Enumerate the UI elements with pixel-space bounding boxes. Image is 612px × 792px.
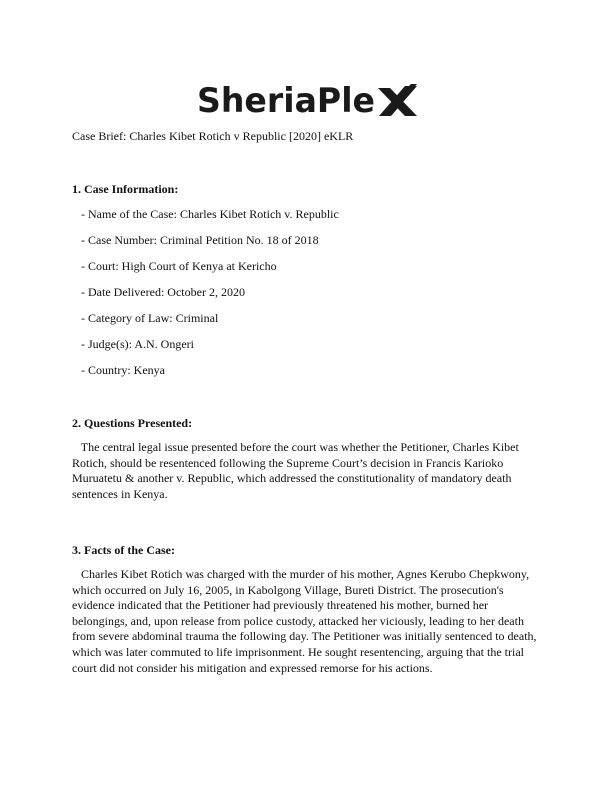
date-delivered-item: - Date Delivered: October 2, 2020 — [81, 285, 245, 299]
questions-presented-heading: 2. Questions Presented: — [72, 416, 193, 430]
paragraph-line: sentences in Kenya. — [72, 486, 168, 501]
facts-paragraph — [72, 567, 544, 676]
facts-heading: 3. Facts of the Case: — [72, 543, 175, 557]
judges-item: - Judge(s): A.N. Ongeri — [81, 337, 194, 351]
paragraph-line: The central legal issue presented before the court was whether the Petitioner, Charles Kibet — [72, 440, 519, 454]
country-item: - Country: Kenya — [81, 363, 165, 377]
paragraph-line: which occurred on July 16, 2005, in Kabolgong Village, Bureti District. The prosecution's — [72, 582, 504, 597]
logo-wordmark: SheriaPle — [197, 81, 375, 120]
paragraph-line: belongings, and, upon release from police custody, attacked her viciously, leading to her death — [72, 613, 524, 628]
paragraph-line: court did not consider his mitigation and expressed remorse for his actions. — [72, 660, 433, 675]
paragraph-line: from severe abdominal trauma the following day. The Petitioner was initially sentenced to death, — [72, 629, 537, 644]
case-information-heading: 1. Case Information: — [72, 182, 179, 196]
sheriaplex-logo — [195, 80, 420, 120]
paragraph-line: evidence indicated that the Petitioner had previously threatened his mother, burned her — [72, 598, 489, 613]
paragraph-line: Muruatetu & another v. Republic, which addressed the constitutionality of mandatory death — [72, 471, 512, 486]
court-item: - Court: High Court of Kenya at Kericho — [81, 259, 277, 273]
case-name-item: - Name of the Case: Charles Kibet Rotich v. Republic — [81, 207, 339, 221]
questions-presented-paragraph — [72, 440, 544, 502]
logo-x-mark — [378, 84, 417, 116]
category-of-law-item: - Category of Law: Criminal — [81, 311, 219, 325]
case-number-item: - Case Number: Criminal Petition No. 18 of 2018 — [81, 233, 319, 247]
paragraph-line: Rotich, should be resentenced following the Supreme Court’s decision in Francis Karioko — [72, 455, 504, 470]
document-title: Case Brief: Charles Kibet Rotich v Republic [2020] eKLR — [72, 129, 354, 143]
paragraph-line: which was later commuted to life imprisonment. He sought resentencing, arguing that the trial — [72, 644, 524, 659]
paragraph-line: Charles Kibet Rotich was charged with the murder of his mother, Agnes Kerubo Chepkwony, — [72, 567, 530, 581]
